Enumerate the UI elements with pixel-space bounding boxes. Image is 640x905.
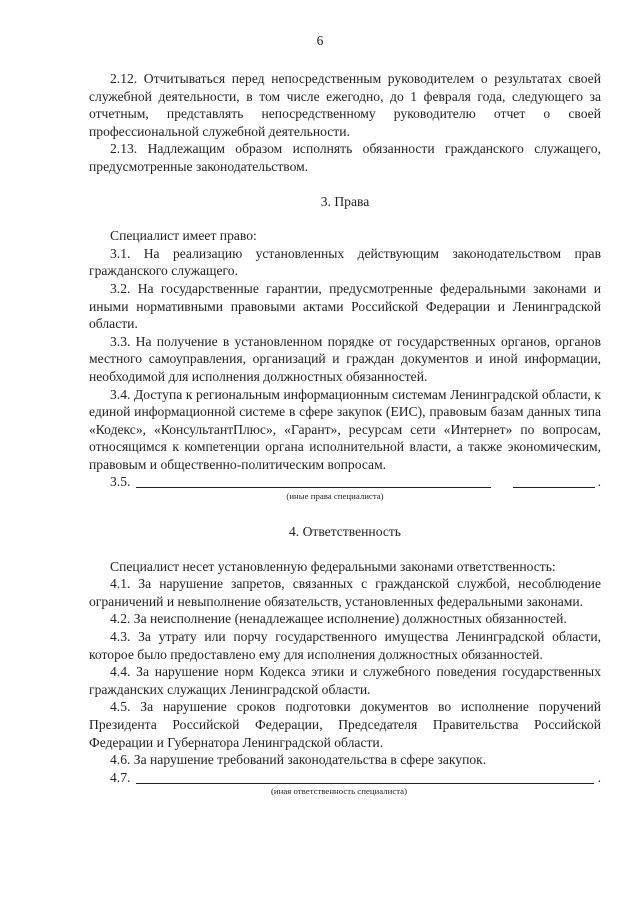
paragraph-3-3: 3.3. На получение в установленном порядке от государственных органов, органов местного самоуправления, организаций и граждан документов и иной информации, необходимой для исполнения должностных обязанностей.	[89, 333, 601, 384]
fill-line	[513, 473, 595, 488]
paragraph-3-4: 3.4. Доступа к региональным информационным системам Ленинградской области, к единой информационной системе в сфере закупок (ЕИС), правовым базам данных типа «Кодекс», «КонсультантПлюс», «Гарант», ресурсам сети «Интернет» по вопросам, относящимся к компетенции органа исполнительной власти, а также экономическим, правовым и общественно-политическим вопросам.	[89, 386, 601, 472]
paragraph-4-4: 4.4. За нарушение норм Кодекса этики и служебного поведения государственных гражданских служащих Ленинградской области.	[89, 664, 601, 697]
page-number: 6	[316, 33, 324, 48]
paragraph-4-7-end: .	[597, 769, 601, 785]
paragraph-4-1: 4.1. За нарушение запретов, связанных с гражданской службой, несоблюдение ограничений и невыполнение обязательств, установленных федеральными законами.	[89, 576, 601, 609]
section-4-intro: Специалист несет установленную федеральными законами ответственность:	[110, 558, 556, 574]
paragraph-4-2: 4.2. За неисполнение (ненадлежащее исполнение) должностных обязанностей.	[110, 611, 567, 627]
paragraph-4-7-note: (иная ответственность специалиста)	[270, 786, 408, 797]
paragraph-3-5-end: .	[597, 474, 601, 490]
paragraph-4-3: 4.3. За утрату или порчу государственного имущества Ленинградской области, которое было предоставлено ему для исполнения должностных обязанностей.	[89, 629, 601, 662]
paragraph-4-7-label: 4.7.	[110, 769, 131, 785]
paragraph-3-5-note: (иные права специалиста)	[286, 491, 384, 502]
fill-line	[136, 769, 594, 784]
fill-line	[136, 473, 491, 488]
paragraph-3-5-label: 3.5.	[110, 474, 131, 490]
paragraph-3-2: 3.2. На государственные гарантии, предусмотренные федеральными законами и иными нормативными правовыми актами Российской Федерации и Ленинградской области.	[89, 280, 601, 332]
paragraph-4-6: 4.6. За нарушение требований законодательства в сфере закупок.	[110, 752, 487, 768]
paragraph-4-5: 4.5. За нарушение сроков подготовки документов во исполнение поручений Президента Российской Федерации, Председателя Правительства Российской Федерации и Губернатора Ленинградской области.	[89, 699, 601, 750]
section-3-title: 3. Права	[320, 193, 370, 209]
paragraph-2-12: 2.12. Отчитываться перед непосредственным руководителем о результатах своей служебной деятельности, в том числе ежегодно, до 1 февраля года, следующего за отчетным, представлять непосредственному руководителю отчет о своей профессиональной служебной деятельности.	[89, 71, 601, 139]
section-3-intro: Специалист имеет право:	[110, 228, 257, 244]
document-body	[89, 70, 601, 796]
paragraph-4-7-blank	[89, 769, 601, 787]
paragraph-3-1: 3.1. На реализацию установленных действующим законодательством прав гражданского служащего.	[89, 245, 601, 279]
section-4-title: 4. Ответственность	[288, 524, 402, 540]
paragraph-2-13: 2.13. Надлежащим образом исполнять обязанности гражданского служащего, предусмотренные законодательством.	[89, 141, 601, 174]
paragraph-3-5-blank	[89, 473, 601, 491]
